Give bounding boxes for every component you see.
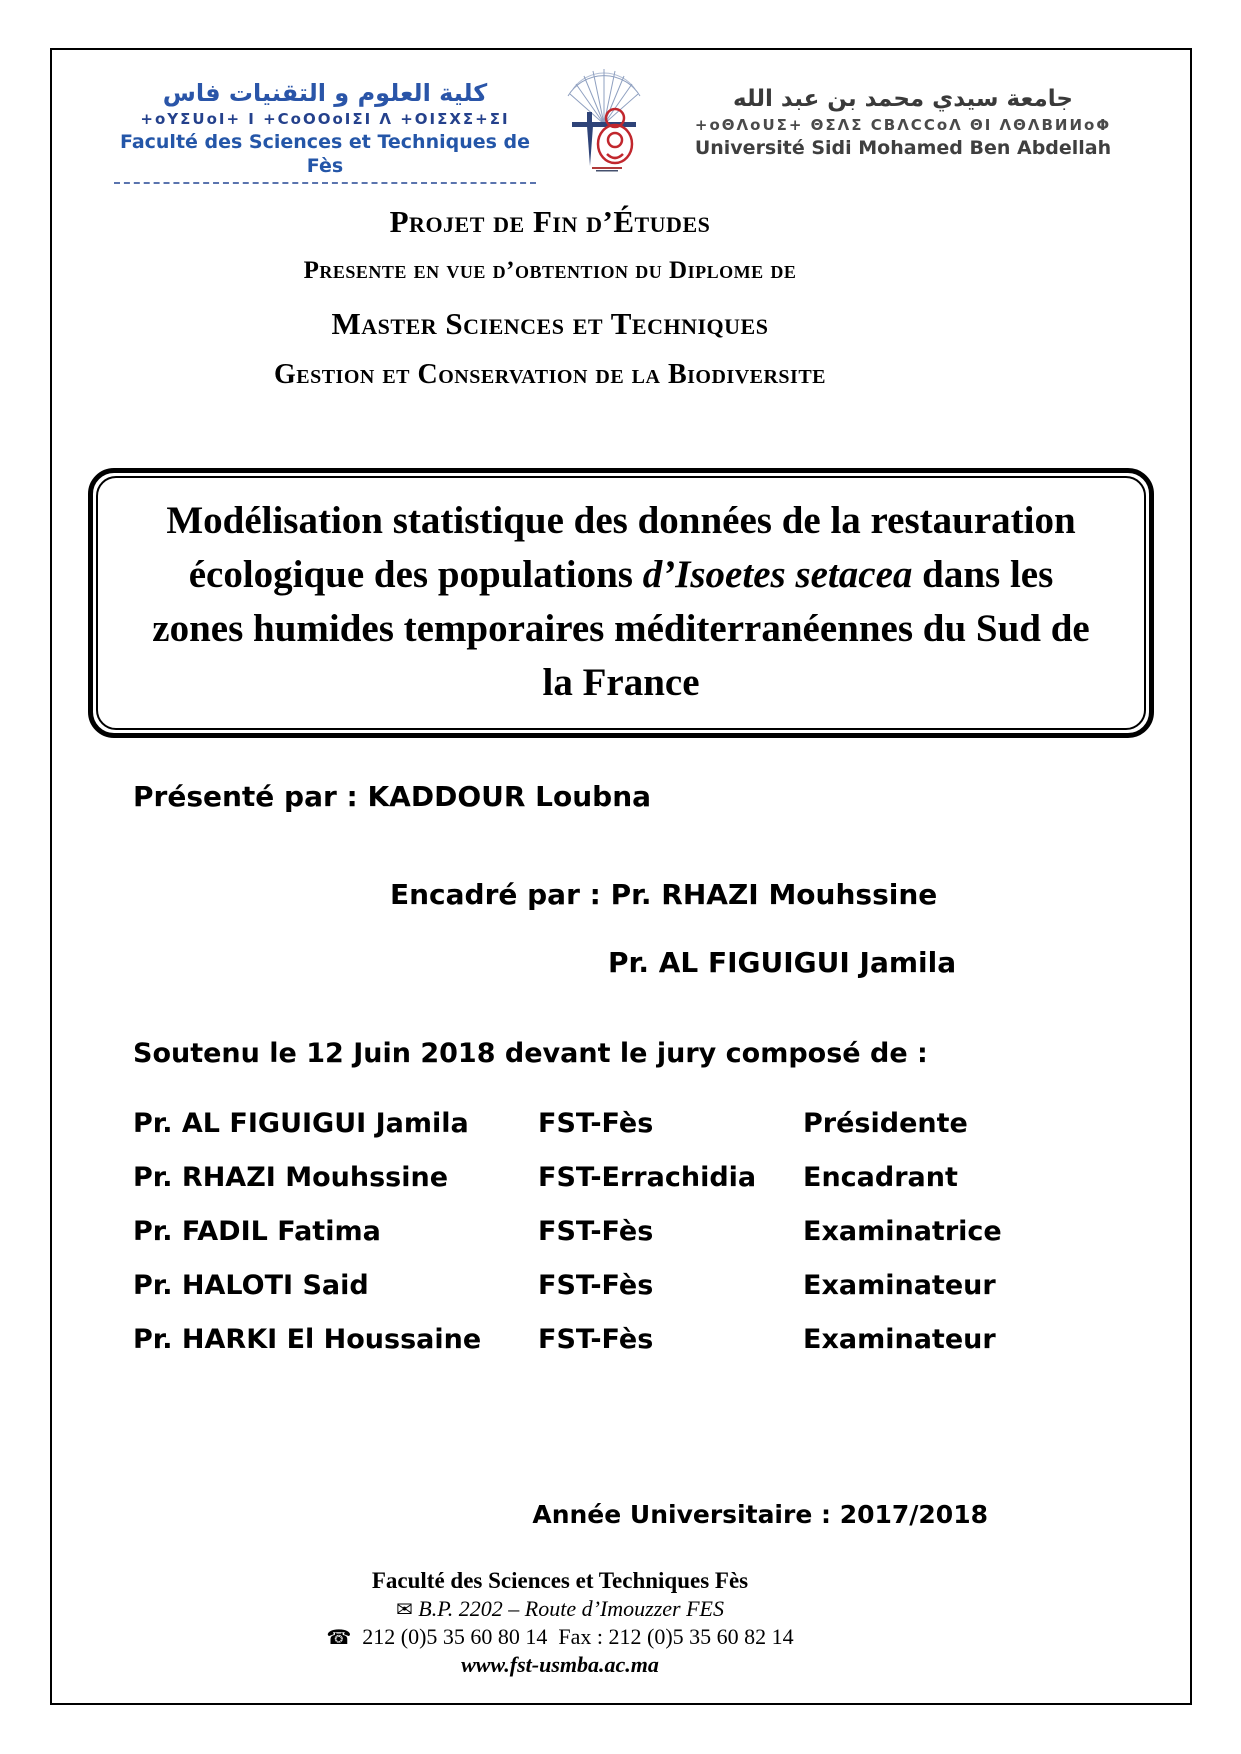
- jury-member-name: Pr. FADIL Fatima: [133, 1216, 381, 1247]
- phone-icon: ☎: [326, 1625, 352, 1649]
- jury-member-name: Pr. RHAZI Mouhssine: [133, 1162, 449, 1193]
- jury-member-name: Pr. HALOTI Said: [133, 1270, 369, 1301]
- jury-member-role: Présidente: [803, 1108, 968, 1139]
- title-box-inner: [96, 476, 1146, 730]
- footer-phone-numbers: 212 (0)5 35 60 80 14 Fax : 212 (0)5 35 60 82 14: [362, 1624, 794, 1649]
- jury-member-role: Examinateur: [803, 1324, 996, 1355]
- faculty-name-french: Faculté des Sciences et Techniques de Fès: [119, 131, 531, 177]
- title-species-italic: d’Isoetes setacea: [642, 553, 913, 596]
- faculty-block: [100, 64, 550, 184]
- jury-member-role: Encadrant: [803, 1162, 958, 1193]
- supervisor-line-2: Pr. AL FIGUIGUI Jamila: [608, 946, 957, 979]
- supervisor-line-1: Encadré par : Pr. RHAZI Mouhssine: [390, 878, 938, 911]
- mail-icon: ✉: [396, 1597, 413, 1621]
- thesis-title-line-3: zones humides temporaires méditerranéennes du Sud de: [152, 607, 1090, 650]
- footer-address: B.P. 2202 – Route d’Imouzzer FES: [418, 1596, 724, 1621]
- jury-member-name: Pr. HARKI El Houssaine: [133, 1324, 482, 1355]
- footer-phone-line: [130, 1623, 990, 1651]
- thesis-title-line-1: Modélisation statistique des données de la restauration: [166, 499, 1076, 542]
- jury-table: [133, 1108, 1063, 1378]
- footer-faculty-name: Faculté des Sciences et Techniques Fès: [371, 1568, 749, 1593]
- dashed-divider: [114, 182, 536, 184]
- jury-member-role: Examinateur: [803, 1270, 996, 1301]
- footer-address-line: [130, 1595, 990, 1623]
- university-emblem-icon: [560, 64, 648, 177]
- university-name-arabic: جامعة سيدي محمد بن عبد الله: [733, 86, 1073, 112]
- page-border: [50, 48, 1192, 1705]
- jury-member-affiliation: FST-Fès: [538, 1216, 654, 1247]
- university-name-tifinagh: +oΘΛoUΣ+ ΘΣΛΣ CBΛCCoΛ ΘI ΛΘΛBИИoΦ: [694, 116, 1112, 134]
- jury-member-affiliation: FST-Fès: [538, 1324, 654, 1355]
- purpose-heading: Presente en vue d’obtention du Diplome de: [303, 257, 797, 284]
- degree-heading: Master Sciences et Techniques: [331, 306, 769, 341]
- university-block: [658, 64, 1148, 160]
- thesis-title-line-4: la France: [542, 661, 700, 704]
- document-type-heading: Projet de Fin d’Études: [389, 204, 711, 239]
- jury-member-affiliation: FST-Fès: [538, 1108, 654, 1139]
- jury-member-name: Pr. AL FIGUIGUI Jamila: [133, 1108, 469, 1139]
- defense-date-line: Soutenu le 12 Juin 2018 devant le jury composé de :: [133, 1038, 928, 1069]
- faculty-name-arabic: كلية العلوم و التقنيات فاس: [162, 79, 488, 107]
- thesis-title-line-2: [112, 548, 1130, 602]
- jury-member-affiliation: FST-Fès: [538, 1270, 654, 1301]
- header: [100, 64, 1148, 184]
- footer-website: www.fst-usmba.ac.ma: [461, 1652, 659, 1677]
- footer: [130, 1566, 990, 1679]
- title-box: [88, 468, 1154, 738]
- academic-year: Année Universitaire : 2017/2018: [532, 1500, 988, 1529]
- faculty-name-tifinagh: +oYΣUoI+ I +CoOOoIΣI Λ +OIΣXΣ+ΣI: [140, 110, 510, 128]
- presented-by-line: Présenté par : KADDOUR Loubna: [133, 780, 652, 813]
- title-line2-post: dans les: [912, 553, 1054, 596]
- university-name-french: Université Sidi Mohamed Ben Abdellah: [694, 137, 1112, 159]
- title-line2-pre: écologique des populations: [188, 553, 643, 596]
- specialty-heading: Gestion et Conservation de la Biodiversite: [273, 359, 827, 390]
- jury-member-affiliation: FST-Errachidia: [538, 1162, 757, 1193]
- jury-member-role: Examinatrice: [803, 1216, 1002, 1247]
